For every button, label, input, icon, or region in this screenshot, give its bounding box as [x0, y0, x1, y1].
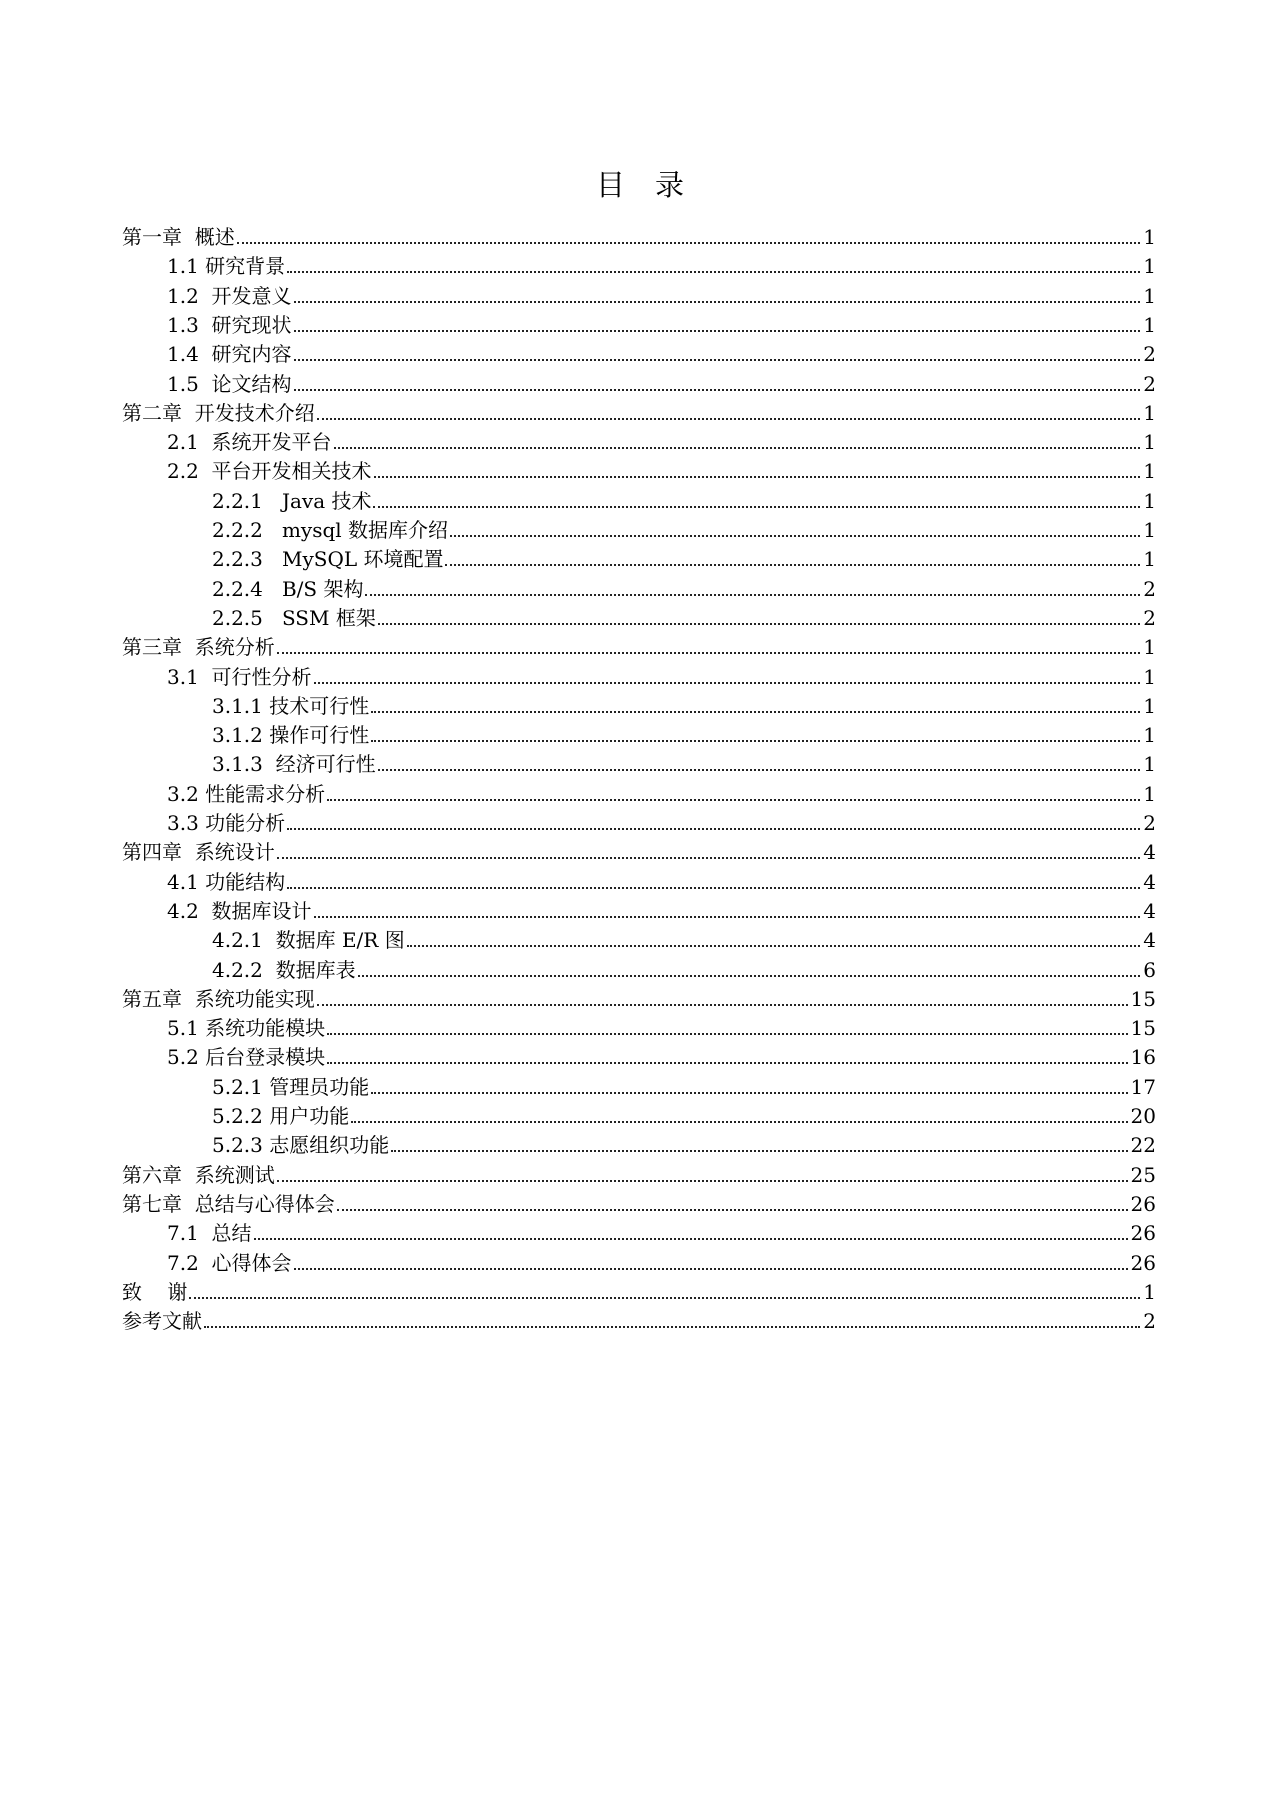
toc-entry-page-number: 1 [1143, 400, 1156, 425]
toc-entry[interactable] [0, 691, 1280, 721]
toc-dot-leader [294, 1268, 1128, 1270]
toc-entry-label: 2.1 系统开发平台 [167, 430, 332, 455]
toc-entry[interactable] [0, 1189, 1280, 1219]
toc-dot-leader [294, 301, 1141, 303]
toc-dot-leader [337, 1209, 1128, 1211]
toc-dot-leader [277, 1180, 1128, 1182]
toc-entry[interactable] [0, 574, 1280, 604]
toc-entry-label: 致 谢 [122, 1279, 188, 1304]
toc-entry-page-number: 1 [1143, 781, 1156, 806]
toc-entry-page-number: 2 [1143, 811, 1156, 835]
toc-entry[interactable] [0, 1072, 1280, 1102]
toc-dot-leader [294, 389, 1141, 391]
toc-entry-label: 2.2.2 mysql 数据库介绍 [212, 518, 449, 542]
toc-entry-label: 第四章 系统设计 [122, 840, 275, 865]
toc-entry[interactable] [0, 369, 1280, 399]
toc-dot-leader [277, 857, 1141, 859]
toc-entry-page-number: 1 [1143, 254, 1156, 279]
toc-entry-page-number: 2 [1143, 1309, 1156, 1334]
toc-entry-label: 2.2.1 Java 技术 [212, 488, 372, 513]
toc-dot-leader [287, 271, 1140, 273]
toc-entry-page-number: 15 [1130, 986, 1156, 1011]
toc-title: 目录 [595, 168, 714, 202]
toc-dot-leader [365, 594, 1140, 596]
toc-entry[interactable] [0, 456, 1280, 486]
toc-dot-leader [204, 1326, 1140, 1328]
toc-entry-label: 1.3 研究现状 [167, 312, 292, 337]
toc-entry-label: 1.2 开发意义 [167, 283, 292, 308]
toc-dot-leader [351, 1121, 1127, 1123]
toc-entry[interactable] [0, 427, 1280, 457]
toc-entry[interactable] [0, 603, 1280, 633]
toc-dot-leader [371, 711, 1140, 713]
toc-entry[interactable] [0, 1013, 1280, 1043]
toc-entry-label: 3.1 可行性分析 [167, 664, 312, 689]
toc-entry[interactable] [0, 867, 1280, 897]
toc-entry-label: 4.1 功能结构 [167, 869, 286, 894]
toc-entry[interactable] [0, 310, 1280, 340]
toc-entry-page-number: 26 [1130, 1191, 1156, 1216]
toc-entry-label: 2.2.5 SSM 框架 [212, 605, 376, 630]
toc-entry-label: 5.2.2 用户功能 [212, 1104, 350, 1128]
toc-entry-label: 1.4 研究内容 [167, 342, 292, 367]
toc-entry-label: 2.2 平台开发相关技术 [167, 459, 372, 484]
toc-dot-leader [374, 476, 1141, 478]
toc-entry-label: 1.1 研究背景 [167, 254, 286, 279]
toc-entry[interactable] [0, 1042, 1280, 1072]
toc-dot-leader [327, 799, 1140, 801]
toc-entry[interactable] [0, 281, 1280, 311]
toc-entry-page-number: 17 [1130, 1074, 1156, 1099]
toc-entry-page-number: 1 [1143, 635, 1156, 660]
toc-entry[interactable] [0, 984, 1280, 1014]
toc-dot-leader [294, 330, 1141, 332]
toc-entry[interactable] [0, 222, 1280, 252]
toc-entry-label: 4.2.1 数据库 E/R 图 [212, 928, 405, 953]
toc-entry[interactable] [0, 1130, 1280, 1160]
toc-entry-page-number: 1 [1143, 693, 1156, 718]
toc-entry[interactable] [0, 486, 1280, 516]
toc-dot-leader [445, 564, 1140, 566]
toc-entry-page-number: 4 [1143, 840, 1156, 865]
toc-entry-label: 7.2 心得体会 [167, 1250, 292, 1275]
toc-entry-page-number: 22 [1130, 1133, 1156, 1158]
toc-entry[interactable] [0, 749, 1280, 779]
toc-dot-leader [371, 740, 1140, 742]
toc-entry-page-number: 4 [1143, 869, 1156, 894]
toc-entry-page-number: 1 [1143, 723, 1156, 748]
toc-dot-leader [314, 916, 1141, 918]
toc-dot-leader [378, 769, 1141, 771]
toc-entry[interactable] [0, 515, 1280, 545]
toc-entry-label: 3.1.1 技术可行性 [212, 693, 370, 718]
toc-entry-page-number: 2 [1143, 576, 1156, 601]
toc-entry-label: 4.2 数据库设计 [167, 898, 312, 923]
toc-dot-leader [371, 1092, 1127, 1094]
toc-entry[interactable] [0, 339, 1280, 369]
toc-entry-label: 第七章 总结与心得体会 [122, 1191, 335, 1216]
toc-entry-page-number: 1 [1143, 664, 1156, 689]
toc-entry-page-number: 26 [1130, 1250, 1156, 1275]
toc-entry[interactable] [0, 808, 1280, 838]
toc-dot-leader [358, 975, 1141, 977]
toc-entry-label: 3.1.3 经济可行性 [212, 752, 376, 777]
toc-entry-page-number: 1 [1143, 283, 1156, 308]
toc-entry-label: 第三章 系统分析 [122, 635, 275, 660]
toc-entry-page-number: 2 [1143, 605, 1156, 630]
toc-entry[interactable] [0, 896, 1280, 926]
toc-entry-page-number: 1 [1143, 752, 1156, 777]
toc-entry-page-number: 25 [1130, 1162, 1156, 1187]
toc-entry-label: 5.2.1 管理员功能 [212, 1074, 370, 1099]
toc-entry-page-number: 4 [1143, 928, 1156, 953]
toc-entry-label: 3.3 功能分析 [167, 811, 286, 835]
toc-entry[interactable] [0, 1248, 1280, 1278]
toc-entry[interactable] [0, 925, 1280, 955]
toc-entry-label: 1.5 论文结构 [167, 371, 292, 396]
toc-entry[interactable] [0, 720, 1280, 750]
toc-entry[interactable] [0, 779, 1280, 809]
toc-dot-leader [189, 1297, 1140, 1299]
toc-entry-label: 4.2.2 数据库表 [212, 957, 356, 982]
toc-dot-leader [277, 652, 1141, 654]
toc-entry-label: 2.2.4 B/S 架构 [212, 576, 364, 601]
toc-entry-label: 5.2 后台登录模块 [167, 1045, 326, 1070]
toc-entry-page-number: 2 [1143, 342, 1156, 367]
toc-entry-page-number: 1 [1143, 518, 1156, 542]
toc-dot-leader [314, 682, 1141, 684]
toc-entry-page-number: 1 [1143, 459, 1156, 484]
toc-entry[interactable] [0, 632, 1280, 662]
toc-entry-page-number: 1 [1143, 488, 1156, 513]
toc-entry-page-number: 2 [1143, 371, 1156, 396]
toc-entry-label: 5.2.3 志愿组织功能 [212, 1133, 390, 1158]
toc-entry-label: 2.2.3 MySQL 环境配置 [212, 547, 444, 572]
toc-dot-leader [237, 242, 1141, 244]
toc-dot-leader [287, 887, 1140, 889]
toc-dot-leader [327, 1033, 1127, 1035]
toc-dot-leader [317, 418, 1141, 420]
toc-entry-label: 3.1.2 操作可行性 [212, 723, 370, 748]
toc-dot-leader [391, 1150, 1127, 1152]
toc-entry[interactable] [0, 1277, 1280, 1307]
toc-entry-page-number: 16 [1130, 1045, 1156, 1070]
toc-entry-page-number: 20 [1130, 1104, 1156, 1128]
toc-entry-page-number: 15 [1130, 1016, 1156, 1041]
toc-entry[interactable] [0, 1306, 1280, 1336]
toc-entry-label: 参考文献 [122, 1309, 202, 1334]
toc-entry-label: 第五章 系统功能实现 [122, 986, 315, 1011]
toc-entry-label: 第二章 开发技术介绍 [122, 400, 315, 425]
toc-entry-page-number: 1 [1143, 1279, 1156, 1304]
toc-entry[interactable] [0, 251, 1280, 281]
toc-entry-label: 第六章 系统测试 [122, 1162, 275, 1187]
toc-dot-leader [373, 506, 1140, 508]
toc-entry-page-number: 1 [1143, 312, 1156, 337]
toc-dot-leader [317, 1004, 1128, 1006]
toc-dot-leader [450, 535, 1140, 537]
toc-entry[interactable] [0, 955, 1280, 985]
toc-entry-page-number: 6 [1143, 957, 1156, 982]
toc-entry[interactable] [0, 837, 1280, 867]
toc-entry-label: 7.1 总结 [167, 1221, 252, 1246]
toc-entry-page-number: 1 [1143, 547, 1156, 572]
toc-dot-leader [287, 828, 1140, 830]
toc-entry-label: 第一章 概述 [122, 225, 235, 249]
toc-entry[interactable] [0, 1218, 1280, 1248]
toc-entry-page-number: 1 [1143, 430, 1156, 455]
toc-entry-label: 5.1 系统功能模块 [167, 1016, 326, 1041]
toc-dot-leader [407, 945, 1141, 947]
toc-dot-leader [334, 447, 1141, 449]
toc-dot-leader [294, 359, 1141, 361]
toc-dot-leader [378, 623, 1140, 625]
toc-entry[interactable] [0, 398, 1280, 428]
toc-entry[interactable] [0, 1101, 1280, 1131]
toc-entry-page-number: 26 [1130, 1221, 1156, 1246]
toc-entry-label: 3.2 性能需求分析 [167, 781, 326, 806]
toc-dot-leader [327, 1062, 1127, 1064]
toc-dot-leader [254, 1238, 1128, 1240]
toc-entry[interactable] [0, 662, 1280, 692]
toc-entry[interactable] [0, 1160, 1280, 1190]
toc-entry-page-number: 4 [1143, 898, 1156, 923]
toc-entry-page-number: 1 [1143, 225, 1156, 249]
toc-entry[interactable] [0, 544, 1280, 574]
